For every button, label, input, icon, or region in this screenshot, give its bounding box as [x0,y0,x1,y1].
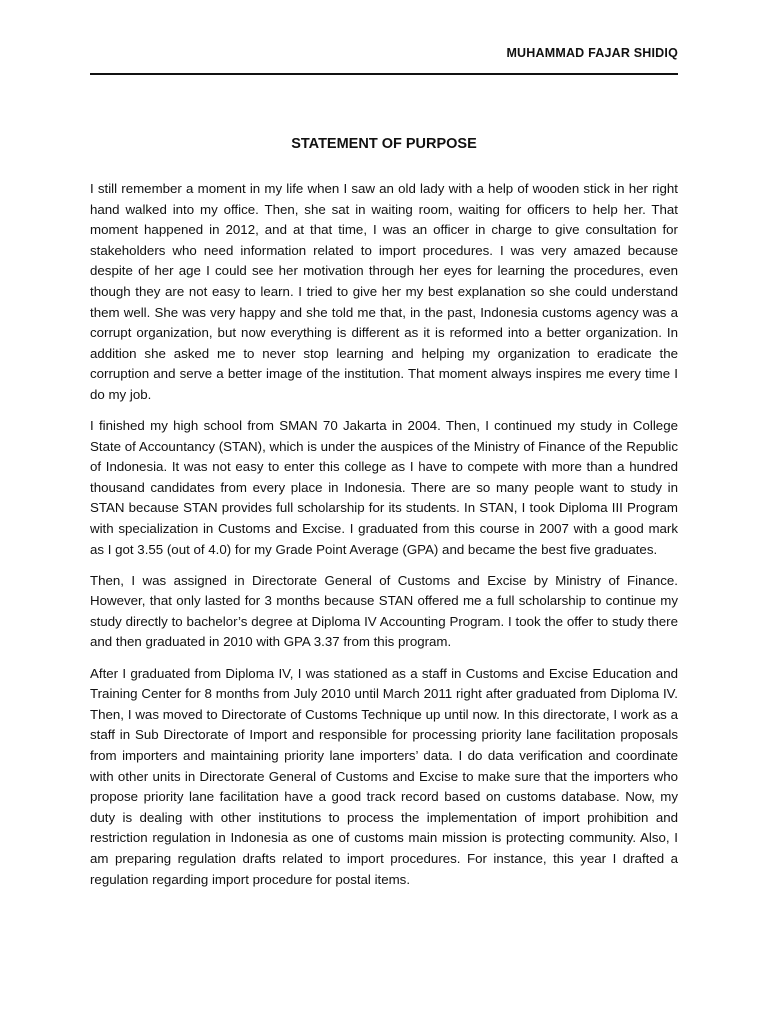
header-divider [90,73,678,75]
document-body [90,179,678,901]
paragraph: I still remember a moment in my life when I saw an old lady with a help of wooden stick in her right hand walked into my office. Then, she sat in waiting room, waiting for officers to help her. That moment happened in 2012, and at that time, I was an officer in charge to give consultation for stakeholders who need information related to import procedures. I was very amazed because despite of her age I could see her motivation through her eyes for learning the procedures, even though they are not easy to learn. I tried to give her my best explanation so she could understand them well. She was very happy and she told me that, in the past, Indonesia customs agency was a corrupt organization, but now everything is different as it is reformed into a better organization. In addition she asked me to never stop learning and helping my organization to eradicate the corruption and serve a better image of the institution. That moment always inspires me every time I do my job. [90,181,678,402]
paragraph: I finished my high school from SMAN 70 Jakarta in 2004. Then, I continued my study in College State of Accountancy (STAN), which is under the auspices of the Ministry of Finance of the Republic of Indonesia. It was not easy to enter this college as I have to compete with more than a hundred thousand candidates from every place in Indonesia. There are so many people want to study in STAN because STAN provides full scholarship for its students. In STAN, I took Diploma III Program with specialization in Customs and Excise. I graduated from this course in 2007 with a good mark as I got 3.55 (out of 4.0) for my Grade Point Average (GPA) and became the best five graduates. [90,418,678,557]
author-name: MUHAMMAD FAJAR SHIDIQ [506,46,678,60]
page-title: STATEMENT OF PURPOSE [291,136,477,152]
paragraph: Then, I was assigned in Directorate General of Customs and Excise by Ministry of Finance. However, that only lasted for 3 months because STAN offered me a full scholarship to continue my study directly to bachelor’s degree at Diploma IV Accounting Program. I took the offer to study there and then graduated in 2010 with GPA 3.37 from this program. [90,572,678,650]
paragraph: After I graduated from Diploma IV, I was stationed as a staff in Customs and Excise Education and Training Center for 8 months from July 2010 until March 2011 right after graduated from Diploma IV. Then, I was moved to Directorate of Customs Technique up until now. In this directorate, I work as a staff in Sub Directorate of Import and responsible for processing priority lane facilitation proposals from importers and maintaining priority lane importers’ data. I do data verification and coordinate with other units in Directorate General of Customs and Excise to make sure that the importers who propose priority lane facilitation have a good track record based on customs database. Now, my duty is dealing with other institutions to process the implementation of import prohibition and restriction regulation in Indonesia as one of customs main mission is protecting community. Also, I am preparing regulation drafts related to import procedures. For instance, this year I drafted a regulation regarding import procedure for postal items. [90,665,678,887]
